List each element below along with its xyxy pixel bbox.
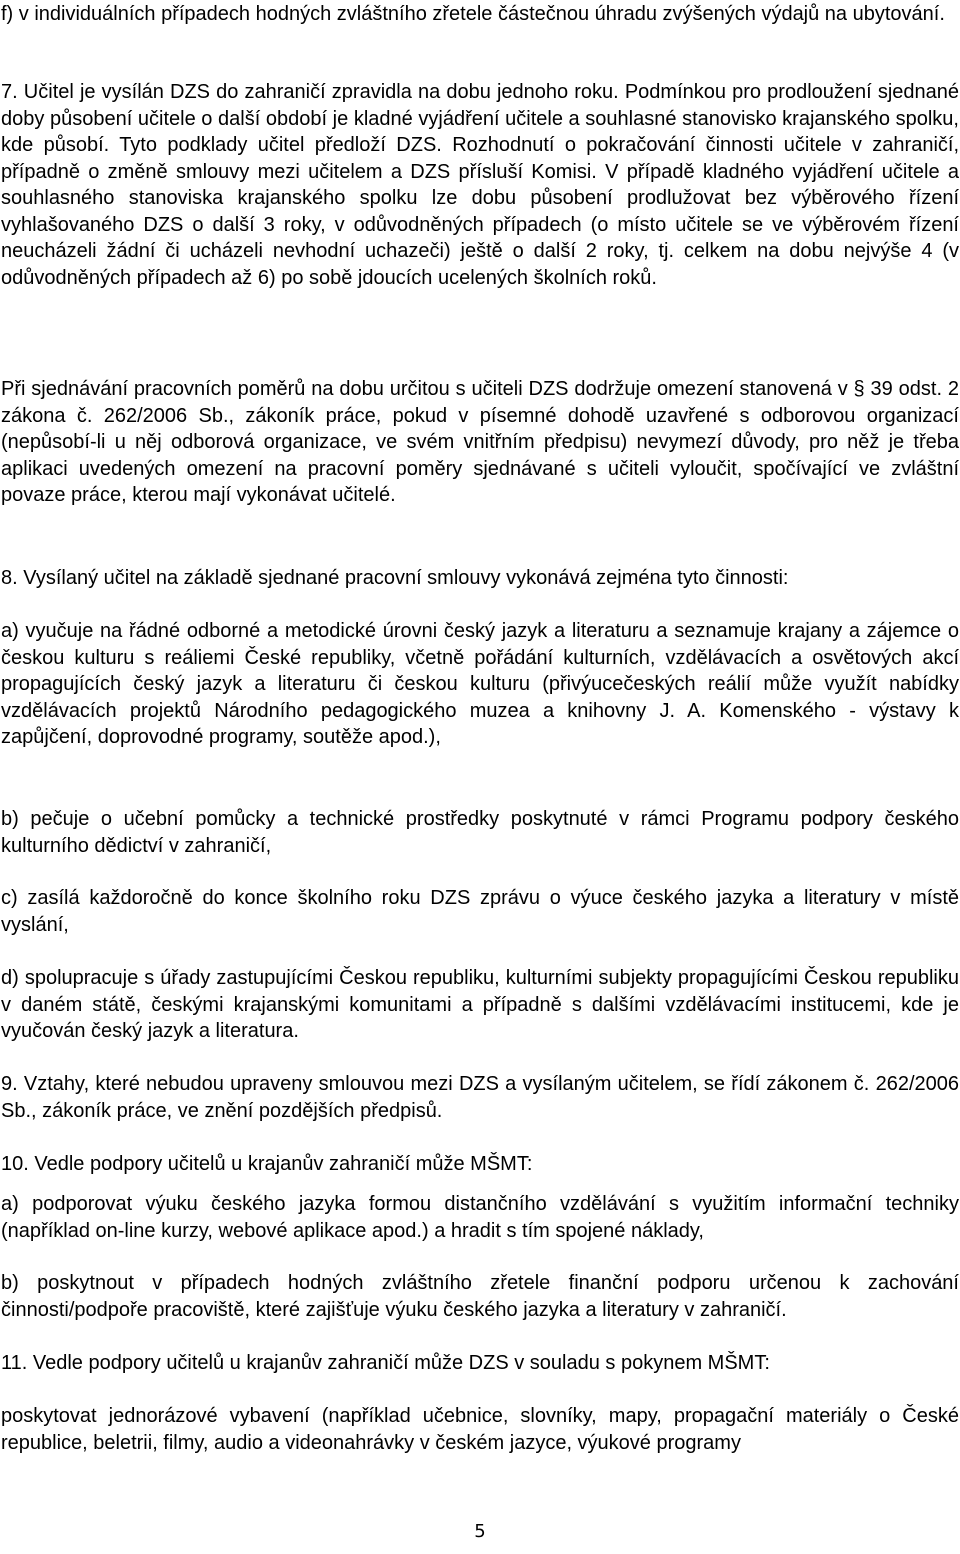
paragraph-8-activities-intro: 8. Vysílaný učitel na základě sjednané pracovní smlouvy vykonává zejména tyto činnosti: (1, 567, 789, 589)
paragraph-8a-teaching: a) vyučuje na řádné odborné a metodické úrovni český jazyk a literaturu a seznamuje krajany a zájemce o českou kulturu s reáliemi České republiky, včetně pořádání kulturních, vzdělávacích a osvětových akcí propagujících český jazyk a literaturu či českou kulturu (přivýucečeských reálií může využít nabídky vzdělávacích projektů Národního pedagogického muzea a knihovny J. A. Komenského - výstavy k zapůjčení, doprovodné programy, soutěže apod.), (1, 620, 959, 748)
paragraph-8c-annual-report: c) zasílá každoročně do konce školního roku DZS zprávu o výuce českého jazyka a literatury v místě vyslání, (1, 887, 959, 936)
paragraph-9-labour-code: 9. Vztahy, které nebudou upraveny smlouvou mezi DZS a vysílaným učitelem, se řídí zákonem č. 262/2006 Sb., zákoník práce, ve znění pozdějších předpisů. (1, 1073, 959, 1122)
paragraph-11-dzs-support: 11. Vedle podpory učitelů u krajanův zahraničí může DZS v souladu s pokynem MŠMT: (1, 1352, 770, 1374)
page-number: 5 (474, 1521, 486, 1542)
paragraph-f-accommodation: f) v individuálních případech hodných zvláštního zřetele částečnou úhradu zvýšených výdajů na ubytování. (1, 3, 945, 25)
paragraph-10b-financial-support: b) poskytnout v případech hodných zvláštního zřetele finanční podporu určenou k zachování činnosti/podpoře pracoviště, které zajišťuje výuku českého jazyka a literatury v zahraničí. (1, 1272, 959, 1321)
paragraph-10a-distance-learning: a) podporovat výuku českého jazyka formou distančního vzdělávání s využitím informační techniky (například on-line kurzy, webové aplikace apod.) a hradit s tím spojené náklady, (1, 1193, 959, 1242)
paragraph-7-assignment-duration: 7. Učitel je vysílán DZS do zahraničí zpravidla na dobu jednoho roku. Podmínkou pro prodloužení sjednané doby působení učitele o další období je kladné vyjádření učitele a souhlasné stanovisko krajanského spolku, kde působí. Tyto podklady učitel předloží DZS. Rozhodnutí o pokračování činnosti učitele v zahraničí, případně o změně smlouvy mezi učitelem a DZS přísluší Komisi. V případě kladného vyjádření učitele a souhlasného stanoviska krajanského spolku lze dobu působení prodlužovat bez výběrového řízení vyhlašovaného DZS o další 3 roky, v odůvodněných případech (o místo učitele se ve výběrovém řízení neucházeli žádní či ucházeli nevhodní uchazeči) ještě o další 2 roky, tj. celkem na dobu nejvýše 4 (v odůvodněných případech až 6) po sobě jdoucích ucelených školních roků. (1, 81, 959, 289)
paragraph-8b-teaching-aids: b) pečuje o učební pomůcky a technické prostředky poskytnuté v rámci Programu podpory českého kulturního dědictví v zahraničí, (1, 808, 959, 857)
paragraph-10-msmt-support: 10. Vedle podpory učitelů u krajanův zahraničí může MŠMT: (1, 1153, 533, 1175)
paragraph-11-equipment: poskytovat jednorázové vybavení (například učebnice, slovníky, mapy, propagační materiály o České republice, beletrii, filmy, audio a videonahrávky v českém jazyce, výukové programy (1, 1405, 959, 1454)
paragraph-fixed-term-contracts: Při sjednávání pracovních poměrů na dobu určitou s učiteli DZS dodržuje omezení stanovená v § 39 odst. 2 zákona č. 262/2006 Sb., zákoník práce, pokud v písemné dohodě uzavřené s odborovou organizací (nepůsobí-li u něj odborová organizace, ve svém vnitřním předpisu) nevymezí důvody, pro něž je třeba aplikaci uvedených omezení na pracovní poměry sjednávané s učiteli vyloučit, spočívající ve zvláštní povaze práce, kterou mají vykonávat učitelé. (1, 378, 959, 506)
paragraph-8d-cooperation: d) spolupracuje s úřady zastupujícími Českou republiku, kulturními subjekty propagujícími Českou republiku v daném státě, českými krajanskými komunitami a případně s dalšími vzdělávacími institucemi, kde je vyučován český jazyk a literatura. (1, 967, 959, 1042)
